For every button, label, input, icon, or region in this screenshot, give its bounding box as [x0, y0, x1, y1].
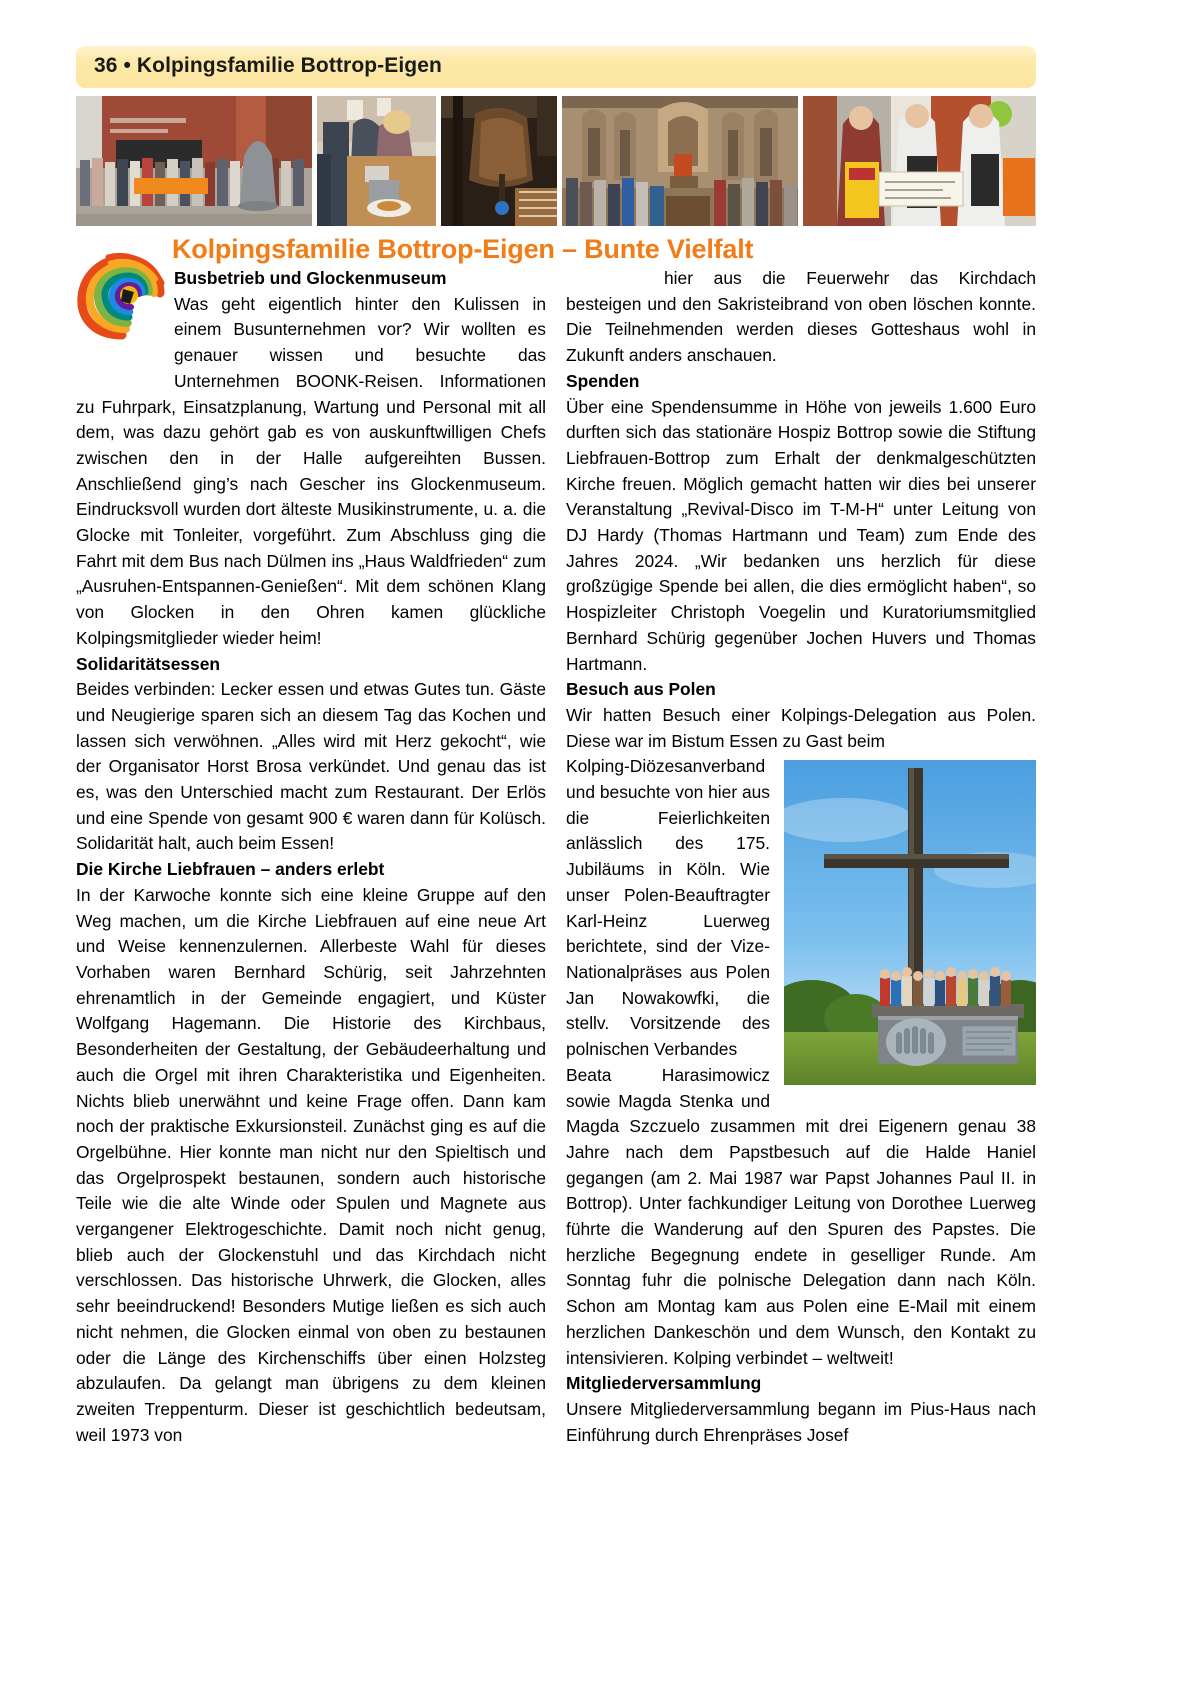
right-section-body-2-wrapped: Kolping-Diözesanverband und besuchte von hier aus die Feierlichkeiten anlässlich des 175. Jubiläums in Köln. Wie unser Polen-Beauftragter Karl-Heinz Luerweg berichtete, sind der Vize-Nationalpräses aus Polen Jan Nowakowfki, die stellv. Vorsitzende des polnischen Verbandes [566, 756, 771, 1060]
right-section-body-2-rest: Beata Harasimowicz sowie Magda Stenka und Magda Szczuelo zusammen mit drei Eigenern genau 38 Jahre nach dem Papstbesuch auf die Halde Haniel gegangen (am 2. Mai 1987 war Papst Johannes Paul II. in Bottrop). Unter fachkundiger Leitung von Dorothee Luerweg führte die Wanderung auf den Spuren des Papstes. Die herzliche Begegnung endete in geselliger Runde. Am Sonntag fuhr die polnische Delegation dann nach Köln. Schon am Montag kam aus Polen eine E-Mail mit einem herzlichen Dankeschön und dem Wunsch, den Kontakt zu intensivieren. Kolping verbindet – weltweit! [566, 1064, 1036, 1368]
right-section-body-2-intro: Wir hatten Besuch einer Kolpings-Delegation aus Polen. Diese war im Bistum Essen zu Gast beim [566, 704, 1036, 751]
photo-bell-interior [441, 96, 557, 226]
article-title: Kolpingsfamilie Bottrop-Eigen – Bunte Vielfalt [172, 234, 754, 264]
left-section-heading-2: Solidaritätsessen [76, 653, 221, 674]
logo-wrap-spacer [76, 292, 174, 370]
right-section-heading-3: Mitgliederversammlung [566, 1373, 762, 1394]
right-section-heading-2: Besuch aus Polen [566, 679, 716, 700]
left-section-body-2: Beides verbinden: Lecker essen und etwas Gutes tun. Gäste und Neugierige sparen sich an diesem Tag das Kochen und lassen sich verwöhnen. „Alles wird mit Herz gekocht“, wie der Organisator Horst Brosa verkündet. Und genau das ist es, was den Unterschied macht zum Restaurant. Der Erlös und eine Spende von gesamt 900 € waren dann für Kolüsch. Solidarität halt, auch beim Essen! [76, 679, 546, 854]
photo-halde-haniel-cross [784, 760, 1036, 1085]
left-section-heading-3: Die Kirche Liebfrauen – anders erlebt [76, 859, 385, 880]
photo-strip [76, 96, 1036, 226]
left-section-body-1: Was geht eigentlich hinter den Kulissen in einem Busunternehmen vor? Wir wollten es genauer wissen und besuchte das Unternehmen BOONK-Reisen. Informationen zu Fuhrpark, Einsatzplanung, Wartung und Personal mit all dem, was dazu gehört gab es von auskunftwilligen Chefs zwischen den in der Halle aufgereihten Bussen. Anschließend ging’s nach Gescher ins Glockenmuseum. Eindrucksvoll wurden dort älteste Musikinstrumente, u. a. die Glocke mit Tonleiter, vorgeführt. Zum Abschluss ging die Fahrt mit dem Bus nach Dülmen ins „Haus Waldfrieden“ zum „Ausruhen-Entspannen-Genießen“. Mit dem schönen Klang von Glocken in den Ohren kamen glückliche Kolpingsmitglieder wieder heim! [76, 293, 546, 648]
photo-cheque-handover [803, 96, 1036, 226]
left-section-body-3: In der Karwoche konnte sich eine kleine Gruppe auf den Weg machen, um die Kirche Liebfrauen auf eine neue Art und Weise kennenzulernen. Allerbeste Wahl für dieses Vorhaben waren Bernhard Schürig, seit Jahrzehnten ehrenamtlich in der Gemeinde engagiert, und Küster Wolfgang Hagemann. Die Historie des Kirchbaus, Besonderheiten der Gestaltung, der Gebäudeerhaltung und auch die Orgel mit ihren Charakteristika und Eigenheiten. Nichts blieb unerwähnt und keine Frage offen. Dann kam noch der praktische Exkursionsteil. Zunächst ging es auf die Orgelbühne. Hier konnte man nicht nur den Spieltisch und das Orgelprospekt bestaunen, sondern auch historische Teile wie die alte Winde oder Spulen und Magnete aus vergangener Elektrogeschichte. Damit noch nicht genug, blieb auch der Glockenstuhl und das Kirchdach nicht verschlossen. Das historische Uhrwerk, die Glocken, alles sehr beeindruckend! Besonders Mutige ließen es sich auch nicht nehmen, die Glocken einmal von oben zu bestaunen oder die Länge des Kirchenschiffs über einen Holzsteg abzulaufen. Da gelangt man übrigens zu dem kleinen zweiten Treppenturm. Dieser ist geschichtlich bedeutsam, weil 1973 von [76, 884, 546, 1445]
article-left-column [76, 266, 546, 1448]
left-section-heading-1: Busbetrieb und Glockenmuseum [174, 268, 447, 288]
right-section-body-1: Über eine Spendensumme in Höhe von jeweils 1.600 Euro durften sich das stationäre Hospiz Bottrop sowie die Stiftung Liebfrauen-Bottrop zum Erhalt der denkmalgeschützten Kirche freuen. Möglich gemacht hatten wir dies bei unserer Veranstaltung „Revival-Disco im T-M-H“ unter Leitung von DJ Hardy (Thomas Hartmann und Team) zum Ende des Jahres 2024. „Wir bedanken uns herzlich für diese großzügige Spende bei allen, die dies ermöglicht haben“, so Hospizleiter Christoph Voegelin und Kuratoriumsmitglied Bernhard Schürig gegenüber Jochen Huvers und Thomas Hartmann. [566, 396, 1036, 674]
right-section-body-3: Unsere Mitgliederversammlung begann im Pius-Haus nach Einführung durch Ehrenpräses Josef [566, 1398, 1036, 1445]
right-continuation-text: hier aus die Feuerwehr das Kirchdach besteigen und den Sakristeibrand von oben löschen konnte. Die Teilnehmenden werden dieses Gotteshaus wohl in Zukunft anders anschauen. [566, 268, 1036, 366]
right-section-heading-1: Spenden [566, 370, 640, 391]
photo-group-bell-museum [76, 96, 312, 226]
photo-church-nave [562, 96, 798, 226]
article-right-column [566, 266, 1036, 1448]
page-header-label: 36 • Kolpingsfamilie Bottrop-Eigen [94, 54, 442, 77]
photo-solidarity-meal [317, 96, 436, 226]
